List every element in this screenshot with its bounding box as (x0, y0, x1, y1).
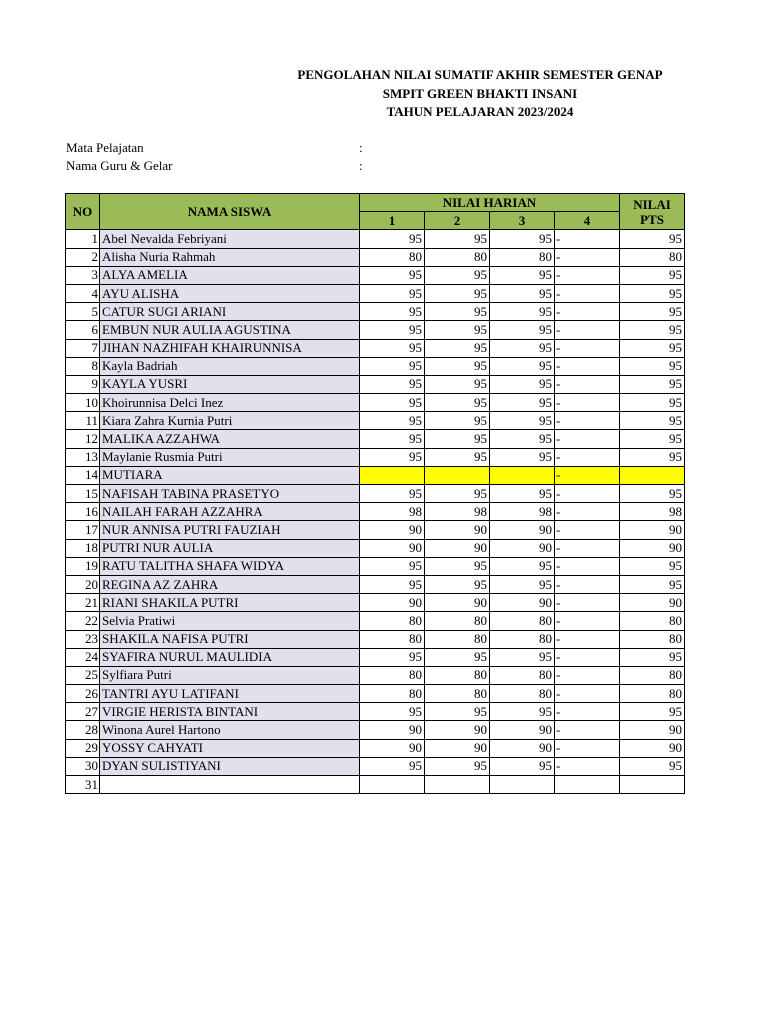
daily-score-4-cell: - (555, 266, 620, 284)
row-number: 24 (66, 648, 100, 666)
daily-score-4-cell: - (555, 739, 620, 757)
daily-score-2-cell: 95 (425, 485, 490, 503)
student-name-cell: NAFISAH TABINA PRASETYO (100, 485, 360, 503)
pts-score-cell: 95 (620, 430, 685, 448)
daily-score-4-cell: - (555, 575, 620, 593)
daily-score-1-cell: 95 (360, 430, 425, 448)
pts-score-cell: 95 (620, 339, 685, 357)
table-row (66, 612, 685, 630)
pts-score-cell: 95 (620, 394, 685, 412)
student-name-cell: PUTRI NUR AULIA (100, 539, 360, 557)
row-number: 30 (66, 757, 100, 775)
daily-score-1-cell: 95 (360, 648, 425, 666)
table-row (66, 485, 685, 503)
daily-score-3-cell: 90 (490, 594, 555, 612)
pts-score-cell: 95 (620, 757, 685, 775)
daily-score-3-cell: 80 (490, 666, 555, 684)
header-row-main (66, 194, 685, 212)
daily-score-3-cell: 98 (490, 503, 555, 521)
pts-score-cell: 90 (620, 594, 685, 612)
daily-score-2-cell: 95 (425, 357, 490, 375)
row-number: 16 (66, 503, 100, 521)
daily-score-3-cell: 95 (490, 412, 555, 430)
student-name-cell: MALIKA AZZAHWA (100, 430, 360, 448)
daily-score-2-cell: 95 (425, 557, 490, 575)
daily-score-3-cell: 95 (490, 575, 555, 593)
pts-score-cell: 90 (620, 721, 685, 739)
row-number: 7 (66, 339, 100, 357)
daily-score-3-cell: 90 (490, 739, 555, 757)
daily-score-1-cell: 90 (360, 721, 425, 739)
daily-score-3-cell: 95 (490, 648, 555, 666)
pts-score-cell: 80 (620, 612, 685, 630)
row-number: 31 (66, 776, 100, 794)
daily-score-2-cell: 80 (425, 612, 490, 630)
table-row (66, 412, 685, 430)
daily-score-2-cell: 80 (425, 248, 490, 266)
daily-score-4-cell: - (555, 321, 620, 339)
student-name-cell: Sylfiara Putri (100, 666, 360, 684)
daily-score-2-cell: 95 (425, 303, 490, 321)
pts-score-cell: 98 (620, 503, 685, 521)
row-number: 8 (66, 357, 100, 375)
pts-score-cell: 95 (620, 357, 685, 375)
daily-score-3-cell (490, 776, 555, 794)
daily-score-3-cell: 95 (490, 303, 555, 321)
daily-score-4-cell: - (555, 375, 620, 393)
daily-score-2-cell: 90 (425, 594, 490, 612)
row-number: 4 (66, 284, 100, 302)
daily-score-4-cell: - (555, 466, 620, 484)
row-number: 29 (66, 739, 100, 757)
daily-score-1-cell: 95 (360, 303, 425, 321)
header-student-name: NAMA SISWA (100, 194, 360, 230)
daily-score-2-cell: 95 (425, 430, 490, 448)
student-name-cell: DYAN SULISTIYANI (100, 757, 360, 775)
student-name-cell: RATU TALITHA SHAFA WIDYA (100, 557, 360, 575)
row-number: 27 (66, 703, 100, 721)
daily-score-1-cell: 80 (360, 666, 425, 684)
daily-score-3-cell: 90 (490, 721, 555, 739)
daily-score-2-cell (425, 776, 490, 794)
daily-score-4-cell: - (555, 630, 620, 648)
daily-score-1-cell: 90 (360, 539, 425, 557)
table-row (66, 284, 685, 302)
row-number: 25 (66, 666, 100, 684)
daily-score-3-cell: 90 (490, 521, 555, 539)
daily-score-3-cell (490, 466, 555, 484)
daily-score-3-cell: 80 (490, 630, 555, 648)
table-row (66, 430, 685, 448)
student-name-cell: Kiara Zahra Kurnia Putri (100, 412, 360, 430)
row-number: 19 (66, 557, 100, 575)
daily-score-2-cell: 95 (425, 339, 490, 357)
teacher-colon: : (359, 158, 363, 173)
student-name-cell (100, 776, 360, 794)
daily-score-3-cell: 90 (490, 539, 555, 557)
table-row (66, 739, 685, 757)
daily-score-4-cell: - (555, 412, 620, 430)
grades-table (65, 193, 685, 794)
row-number: 9 (66, 375, 100, 393)
daily-score-4-cell: - (555, 394, 620, 412)
table-row (66, 503, 685, 521)
pts-score-cell: 80 (620, 685, 685, 703)
daily-score-4-cell: - (555, 703, 620, 721)
daily-score-3-cell: 95 (490, 430, 555, 448)
daily-score-2-cell: 90 (425, 721, 490, 739)
daily-score-2-cell: 98 (425, 503, 490, 521)
header-daily-scores: NILAI HARIAN (360, 194, 620, 212)
table-row (66, 448, 685, 466)
teacher-row (66, 158, 363, 174)
daily-score-4-cell: - (555, 284, 620, 302)
row-number: 18 (66, 539, 100, 557)
pts-score-cell: 95 (620, 703, 685, 721)
daily-score-1-cell: 95 (360, 557, 425, 575)
pts-score-cell: 95 (620, 375, 685, 393)
table-row (66, 357, 685, 375)
row-number: 28 (66, 721, 100, 739)
pts-score-cell: 80 (620, 248, 685, 266)
daily-score-1-cell: 95 (360, 448, 425, 466)
student-name-cell: Maylanie Rusmia Putri (100, 448, 360, 466)
student-name-cell: VIRGIE HERISTA BINTANI (100, 703, 360, 721)
daily-score-1-cell: 95 (360, 485, 425, 503)
daily-score-2-cell: 95 (425, 375, 490, 393)
daily-score-3-cell: 80 (490, 612, 555, 630)
header-daily-2: 2 (425, 212, 490, 230)
daily-score-1-cell: 90 (360, 739, 425, 757)
daily-score-3-cell: 95 (490, 394, 555, 412)
daily-score-2-cell: 80 (425, 666, 490, 684)
pts-score-cell (620, 776, 685, 794)
student-name-cell: NAILAH FARAH AZZAHRA (100, 503, 360, 521)
pts-score-cell (620, 466, 685, 484)
daily-score-2-cell: 90 (425, 521, 490, 539)
header-no: NO (66, 194, 100, 230)
row-number: 21 (66, 594, 100, 612)
daily-score-1-cell: 98 (360, 503, 425, 521)
student-name-cell: TANTRI AYU LATIFANI (100, 685, 360, 703)
table-row (66, 394, 685, 412)
daily-score-3-cell: 95 (490, 357, 555, 375)
table-row (66, 466, 685, 484)
student-name-cell: REGINA AZ ZAHRA (100, 575, 360, 593)
daily-score-4-cell: - (555, 685, 620, 703)
daily-score-4-cell: - (555, 503, 620, 521)
student-name-cell: KAYLA YUSRI (100, 375, 360, 393)
header-daily-1: 1 (360, 212, 425, 230)
table-row (66, 521, 685, 539)
student-name-cell: AYU ALISHA (100, 284, 360, 302)
daily-score-4-cell: - (555, 430, 620, 448)
student-name-cell: Kayla Badriah (100, 357, 360, 375)
pts-score-cell: 95 (620, 266, 685, 284)
row-number: 13 (66, 448, 100, 466)
title-line-1: PENGOLAHAN NILAI SUMATIF AKHIR SEMESTER GENAP (297, 67, 663, 82)
daily-score-2-cell: 80 (425, 630, 490, 648)
header-daily-3: 3 (490, 212, 555, 230)
pts-score-cell: 95 (620, 485, 685, 503)
table-row (66, 648, 685, 666)
daily-score-1-cell: 95 (360, 412, 425, 430)
daily-score-1-cell (360, 466, 425, 484)
pts-score-cell: 95 (620, 303, 685, 321)
daily-score-2-cell: 95 (425, 757, 490, 775)
daily-score-4-cell: - (555, 485, 620, 503)
daily-score-1-cell: 80 (360, 630, 425, 648)
student-name-cell: Winona Aurel Hartono (100, 721, 360, 739)
pts-score-cell: 95 (620, 575, 685, 593)
pts-score-cell: 95 (620, 557, 685, 575)
table-row (66, 703, 685, 721)
student-name-cell: Selvia Pratiwi (100, 612, 360, 630)
pts-score-cell: 80 (620, 630, 685, 648)
daily-score-2-cell: 95 (425, 266, 490, 284)
row-number: 5 (66, 303, 100, 321)
row-number: 12 (66, 430, 100, 448)
pts-score-cell: 90 (620, 521, 685, 539)
row-number: 20 (66, 575, 100, 593)
daily-score-3-cell: 95 (490, 266, 555, 284)
table-row (66, 776, 685, 794)
table-row (66, 266, 685, 284)
daily-score-4-cell: - (555, 612, 620, 630)
row-number: 10 (66, 394, 100, 412)
row-number: 2 (66, 248, 100, 266)
student-name-cell: ALYA AMELIA (100, 266, 360, 284)
table-row (66, 248, 685, 266)
student-name-cell: EMBUN NUR AULIA AGUSTINA (100, 321, 360, 339)
daily-score-3-cell: 95 (490, 321, 555, 339)
daily-score-1-cell: 80 (360, 612, 425, 630)
pts-score-cell: 95 (620, 284, 685, 302)
student-name-cell: CATUR SUGI ARIANI (100, 303, 360, 321)
row-number: 26 (66, 685, 100, 703)
daily-score-2-cell: 80 (425, 685, 490, 703)
student-name-cell: RIANI SHAKILA PUTRI (100, 594, 360, 612)
subject-colon: : (359, 140, 363, 155)
subject-row (66, 140, 363, 156)
daily-score-2-cell (425, 466, 490, 484)
daily-score-4-cell: - (555, 666, 620, 684)
daily-score-4-cell (555, 776, 620, 794)
daily-score-4-cell: - (555, 721, 620, 739)
daily-score-4-cell: - (555, 339, 620, 357)
daily-score-1-cell: 80 (360, 685, 425, 703)
daily-score-2-cell: 95 (425, 230, 490, 248)
daily-score-3-cell: 80 (490, 685, 555, 703)
row-number: 15 (66, 485, 100, 503)
title-line-3: TAHUN PELAJARAN 2023/2024 (386, 104, 574, 119)
student-name-cell: Khoirunnisa Delci Inez (100, 394, 360, 412)
grades-table-body (66, 230, 685, 794)
daily-score-2-cell: 95 (425, 394, 490, 412)
daily-score-1-cell: 95 (360, 703, 425, 721)
daily-score-1-cell: 95 (360, 321, 425, 339)
pts-score-cell: 95 (620, 648, 685, 666)
table-row (66, 321, 685, 339)
pts-score-cell: 80 (620, 666, 685, 684)
title-line-2: SMPIT GREEN BHAKTI INSANI (382, 85, 578, 101)
pts-score-cell: 90 (620, 739, 685, 757)
daily-score-4-cell: - (555, 248, 620, 266)
daily-score-3-cell: 95 (490, 284, 555, 302)
daily-score-1-cell: 95 (360, 357, 425, 375)
header-daily-4: 4 (555, 212, 620, 230)
daily-score-1-cell: 95 (360, 757, 425, 775)
table-row (66, 375, 685, 393)
student-name-cell: Alisha Nuria Rahmah (100, 248, 360, 266)
table-row (66, 575, 685, 593)
header-pts-score: NILAI PTS (620, 194, 685, 230)
table-row (66, 666, 685, 684)
daily-score-4-cell: - (555, 357, 620, 375)
row-number: 22 (66, 612, 100, 630)
daily-score-2-cell: 95 (425, 575, 490, 593)
daily-score-2-cell: 95 (425, 703, 490, 721)
daily-score-4-cell: - (555, 757, 620, 775)
table-row (66, 539, 685, 557)
daily-score-4-cell: - (555, 594, 620, 612)
pts-score-cell: 95 (620, 412, 685, 430)
document-title-block (240, 66, 720, 122)
student-name-cell: SHAKILA NAFISA PUTRI (100, 630, 360, 648)
pts-score-cell: 90 (620, 539, 685, 557)
student-name-cell: YOSSY CAHYATI (100, 739, 360, 757)
table-row (66, 594, 685, 612)
table-row (66, 339, 685, 357)
daily-score-2-cell: 95 (425, 448, 490, 466)
daily-score-2-cell: 90 (425, 539, 490, 557)
daily-score-2-cell: 90 (425, 739, 490, 757)
table-row (66, 721, 685, 739)
daily-score-2-cell: 95 (425, 284, 490, 302)
table-row (66, 757, 685, 775)
row-number: 14 (66, 466, 100, 484)
daily-score-3-cell: 95 (490, 339, 555, 357)
row-number: 23 (66, 630, 100, 648)
row-number: 11 (66, 412, 100, 430)
daily-score-3-cell: 95 (490, 375, 555, 393)
student-name-cell: Abel Nevalda Febriyani (100, 230, 360, 248)
daily-score-1-cell: 95 (360, 375, 425, 393)
table-row (66, 230, 685, 248)
daily-score-1-cell: 95 (360, 266, 425, 284)
daily-score-3-cell: 95 (490, 557, 555, 575)
table-row (66, 685, 685, 703)
student-name-cell: SYAFIRA NURUL MAULIDIA (100, 648, 360, 666)
table-row (66, 303, 685, 321)
daily-score-3-cell: 95 (490, 703, 555, 721)
daily-score-1-cell: 95 (360, 575, 425, 593)
daily-score-1-cell: 95 (360, 230, 425, 248)
pts-score-cell: 95 (620, 448, 685, 466)
teacher-label: Nama Guru & Gelar (66, 158, 173, 173)
daily-score-1-cell: 95 (360, 339, 425, 357)
table-row (66, 630, 685, 648)
subject-label: Mata Pelajatan (66, 140, 144, 155)
table-row (66, 557, 685, 575)
daily-score-3-cell: 95 (490, 448, 555, 466)
daily-score-1-cell: 80 (360, 248, 425, 266)
daily-score-4-cell: - (555, 539, 620, 557)
daily-score-1-cell: 95 (360, 284, 425, 302)
student-name-cell: MUTIARA (100, 466, 360, 484)
daily-score-2-cell: 95 (425, 648, 490, 666)
daily-score-1-cell (360, 776, 425, 794)
daily-score-1-cell: 90 (360, 594, 425, 612)
row-number: 3 (66, 266, 100, 284)
student-name-cell: NUR ANNISA PUTRI FAUZIAH (100, 521, 360, 539)
row-number: 17 (66, 521, 100, 539)
student-name-cell: JIHAN NAZHIFAH KHAIRUNNISA (100, 339, 360, 357)
daily-score-1-cell: 90 (360, 521, 425, 539)
daily-score-3-cell: 95 (490, 757, 555, 775)
grades-table-header (66, 194, 685, 230)
daily-score-2-cell: 95 (425, 321, 490, 339)
daily-score-4-cell: - (555, 448, 620, 466)
daily-score-4-cell: - (555, 648, 620, 666)
daily-score-4-cell: - (555, 557, 620, 575)
daily-score-3-cell: 80 (490, 248, 555, 266)
daily-score-4-cell: - (555, 303, 620, 321)
row-number: 1 (66, 230, 100, 248)
row-number: 6 (66, 321, 100, 339)
pts-score-cell: 95 (620, 230, 685, 248)
daily-score-1-cell: 95 (360, 394, 425, 412)
daily-score-2-cell: 95 (425, 412, 490, 430)
pts-score-cell: 95 (620, 321, 685, 339)
daily-score-4-cell: - (555, 521, 620, 539)
daily-score-4-cell: - (555, 230, 620, 248)
daily-score-3-cell: 95 (490, 230, 555, 248)
daily-score-3-cell: 95 (490, 485, 555, 503)
